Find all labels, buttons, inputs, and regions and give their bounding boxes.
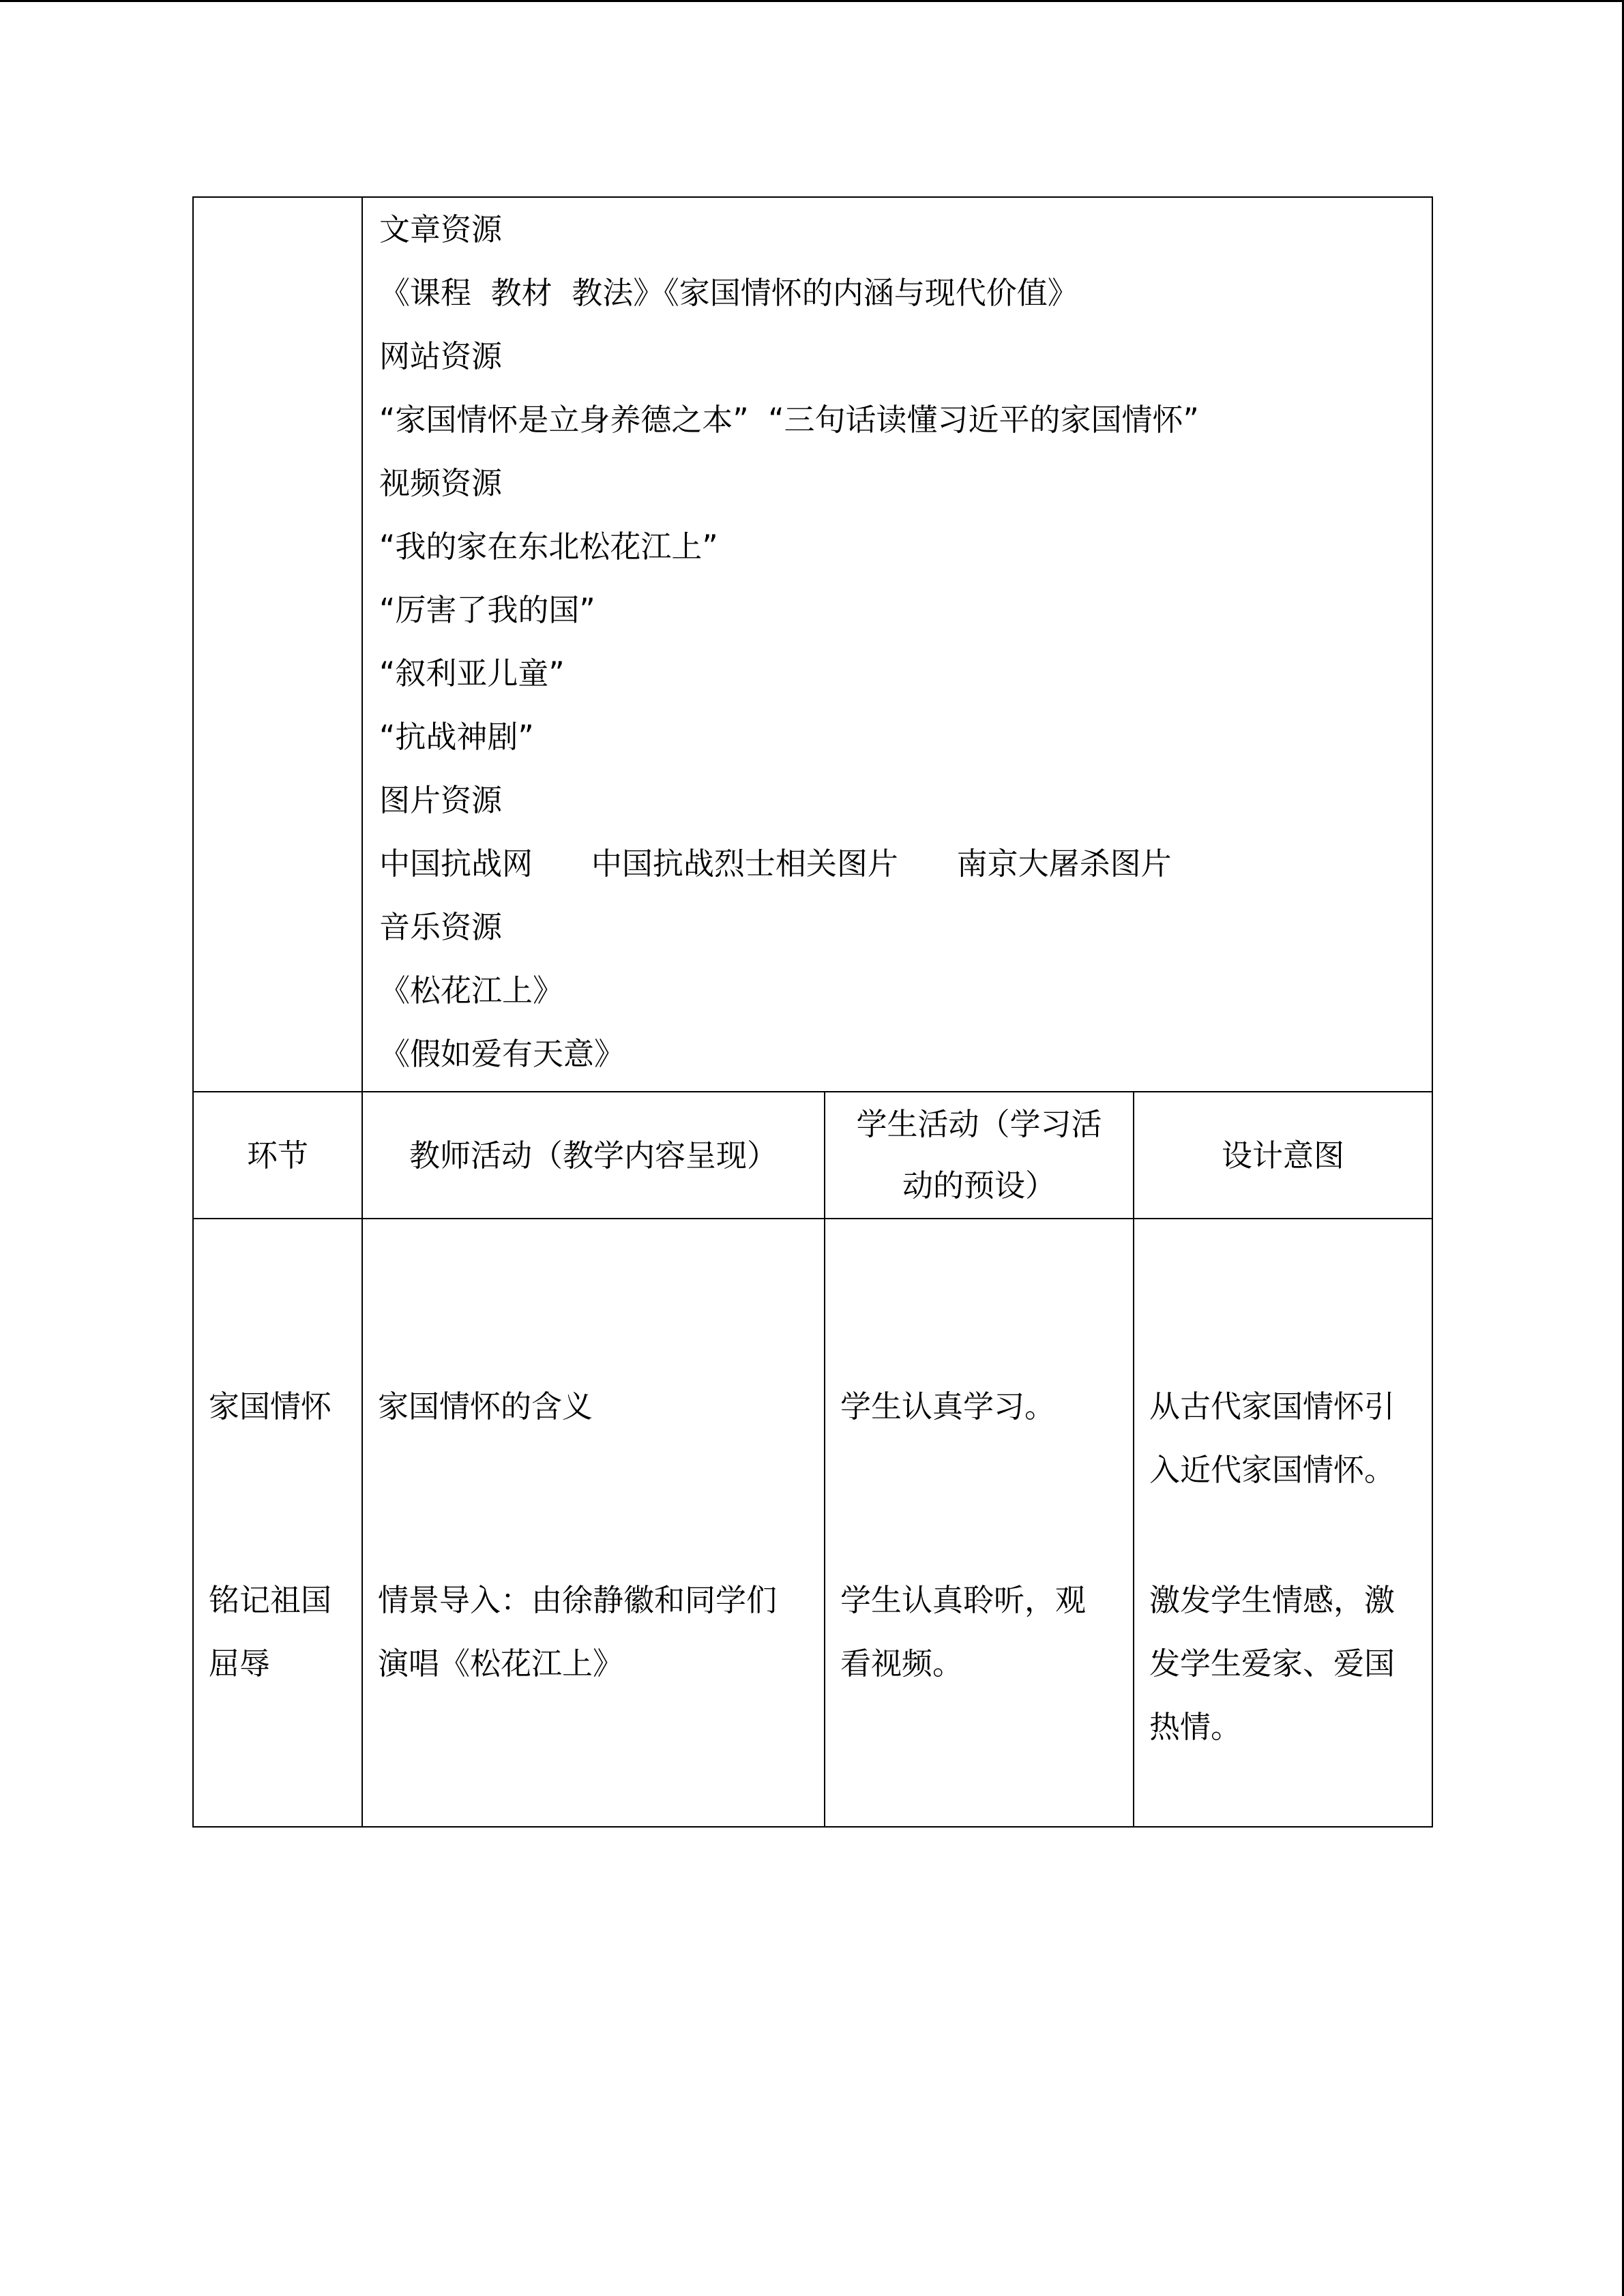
- teacher-activity-cell: [362, 1219, 825, 1827]
- design-intent-2: 激发学生情感，激 发学生爱家、爱国 热情。: [1149, 1582, 1396, 1745]
- table-row: [193, 1219, 1432, 1827]
- student-activity-cell: [825, 1219, 1134, 1827]
- resources-label-cell: [193, 197, 362, 1092]
- resource-video-item: “抗战神剧”: [379, 719, 534, 755]
- resource-music-item: 《假如爱有天意》: [379, 1036, 625, 1072]
- header-stage: 环节: [193, 1092, 362, 1219]
- teacher-activity-2: 情景导入：由徐静徽和同学们 演唱《松花江上》: [378, 1582, 778, 1682]
- stage-1: 家国情怀: [209, 1388, 332, 1425]
- teacher-activity-1: 家国情怀的含义: [378, 1388, 593, 1425]
- table-header-row: [193, 1092, 1432, 1219]
- page-top-border: [0, 0, 1624, 2]
- resource-heading-videos: 视频资源: [379, 465, 503, 501]
- resource-images-list: 中国抗战网 中国抗战烈士相关图片 南京大屠杀图片: [379, 846, 1172, 882]
- resource-music-item: 《松花江上》: [379, 972, 564, 1009]
- resource-heading-websites: 网站资源: [379, 338, 503, 374]
- resource-heading-music: 音乐资源: [379, 909, 503, 945]
- resource-heading-articles: 文章资源: [379, 211, 503, 248]
- resource-heading-images: 图片资源: [379, 782, 503, 818]
- design-intent-cell: [1134, 1219, 1432, 1827]
- lesson-plan-table: [192, 196, 1433, 1828]
- resource-websites-list: “家国情怀是立身养德之本” “三句话读懂习近平的家国情怀”: [379, 402, 1199, 438]
- student-activity-1: 学生认真学习。: [840, 1388, 1056, 1425]
- header-student-activity: 学生活动（学习活 动的预设）: [825, 1092, 1134, 1219]
- design-intent-1: 从古代家国情怀引 入近代家国情怀。: [1149, 1388, 1396, 1488]
- resources-row: [193, 197, 1432, 1092]
- resource-articles-list: 《课程 教材 教法》《家国情怀的内涵与现代价值》: [379, 275, 1078, 311]
- student-activity-2: 学生认真聆听，观 看视频。: [840, 1582, 1087, 1682]
- stage-2: 铭记祖国 屈辱: [209, 1582, 332, 1682]
- header-design-intent: 设计意图: [1134, 1092, 1432, 1219]
- resource-video-item: “厉害了我的国”: [379, 592, 595, 628]
- resource-video-item: “我的家在东北松花江上”: [379, 528, 718, 565]
- resources-cell: [362, 197, 1432, 1092]
- resource-video-item: “叙利亚儿童”: [379, 655, 565, 691]
- header-teacher-activity: 教师活动（教学内容呈现）: [362, 1092, 825, 1219]
- stage-cell: [193, 1219, 362, 1827]
